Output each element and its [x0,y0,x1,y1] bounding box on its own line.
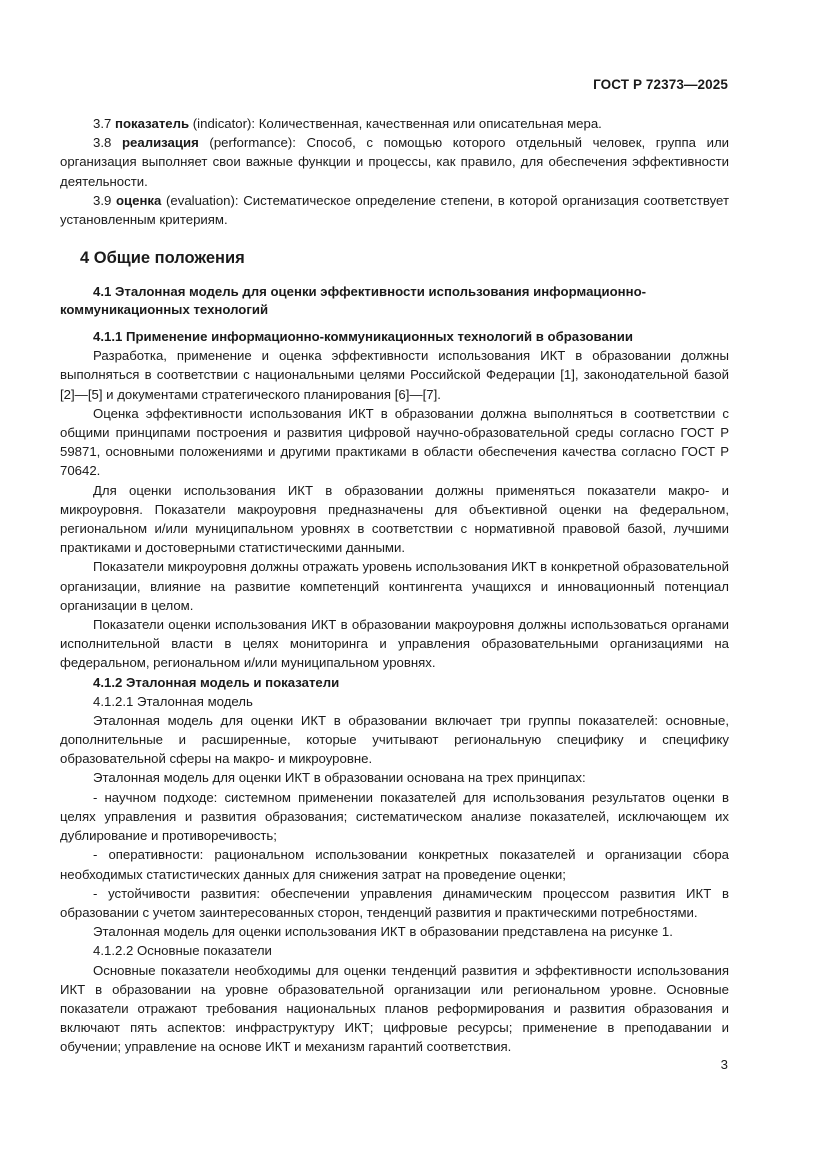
term-definition: (performance): Способ, с помощью которого отдельный человек, группа или организация выполняет свои важные функции и процессы, как правило, для обеспечения эффективности деятельности. [60,135,730,189]
document-code-header: ГОСТ Р 72373—2025 [593,77,728,92]
list-item: - научном подходе: системном применении показателей для использования результатов оценки в целях управления и развития образования; систематическом анализе показателей, исключающем их дублирование и противоречивость; [60,789,729,844]
list-item: - устойчивости развития: обеспечении управления динамическим процессом развития ИКТ в образовании с учетом заинтересованных сторон, тенденций развития и практическими потребностями. [60,885,729,920]
section-4-1-heading: 4.1 Эталонная модель для оценки эффективности использования информационно-коммуникационных технологий [60,284,647,318]
term-definition: (evaluation): Систематическое определение степени, в которой организация соответствует установленным критериям. [60,192,729,228]
section-4-1-2-heading: 4.1.2 Эталонная модель и показатели [93,674,340,690]
term-3-9 [60,191,729,229]
paragraph: Эталонная модель для оценки использования ИКТ в образовании представлена на рисунке 1. [93,924,673,940]
paragraph: Основные показатели необходимы для оценки тенденций развития и эффективности использования ИКТ в образовании на уровне образовательной организации или региональном уровне. Основные показатели отражают требования национальных планов реформирования и развития образования и включают пять аспектов: инфраструктуру ИКТ; цифровые ресурсы; применение в преподавании и обучении; управление на основе ИКТ и механизм гарантий соответствия. [60,962,729,1055]
paragraph: Эталонная модель для оценки ИКТ в образовании основана на трех принципах: [93,770,586,786]
term-name: показатель [115,116,190,131]
page-body [60,114,729,1057]
term-name: реализация [121,135,199,151]
section-4-1-2-1-heading: 4.1.2.1 Эталонная модель [93,693,253,709]
paragraph: Оценка эффективности использования ИКТ в образовании должна выполняться в соответствии с общими принципами построения и развития цифровой научно-образовательной среды согласно ГОСТ Р 59871, основными положениями и другими практиками в области обеспечения качества согласно ГОСТ Р 70642. [60,405,729,479]
section-4-heading: 4 Общие положения [80,249,245,268]
term-number: 3.9 [93,192,112,208]
paragraph: Показатели микроуровня должны отражать уровень использования ИКТ в конкретной образовательной организации, влияние на развитие компетенций контингента учащихся и инновационный потенциал организации в целом. [60,559,729,613]
term-3-8 [60,133,729,191]
paragraph: Для оценки использования ИКТ в образовании должны применяться показатели макро- и микроуровня. Показатели макроуровня предназначены для объективной оценки на федеральном, региональном и/или муниципальном уровнях в соответствии с нормативной правовой базой, лучшими практиками и достоверными статистическими данными. [60,482,729,556]
term-name: оценка [115,192,162,208]
paragraph: Эталонная модель для оценки ИКТ в образовании включает три группы показателей: основные, дополнительные и расширенные, которые учитывают региональную специфику и специфику образовательной сферы на макро- и микроуровне. [60,712,729,767]
section-4-1-1-heading: 4.1.1 Применение информационно-коммуникационных технологий в образовании [93,329,634,345]
paragraph: Показатели оценки использования ИКТ в образовании макроуровня должны использоваться органами исполнительной власти в целях мониторинга и управления образовательными организациями на федеральном, региональном и/или муниципальном уровнях. [60,617,729,671]
page-number: 3 [720,1057,728,1072]
list-item: - оперативности: рациональном использовании конкретных показателей и организации сбора необходимых статистических данных для снижения затрат на проведение оценки; [60,847,729,882]
term-number: 3.7 [93,116,112,131]
term-number: 3.8 [93,135,112,151]
term-definition: (indicator): Количественная, качественная или описательная мера. [189,116,602,131]
section-4-1-2-2-heading: 4.1.2.2 Основные показатели [93,943,272,959]
paragraph: Разработка, применение и оценка эффективности использования ИКТ в образовании должны выполняться в соответствии с национальными целями Российской Федерации [1], законодательной базой [2]—[5] и документами стратегического планирования [6]—[7]. [60,348,729,402]
term-3-7 [60,114,729,133]
